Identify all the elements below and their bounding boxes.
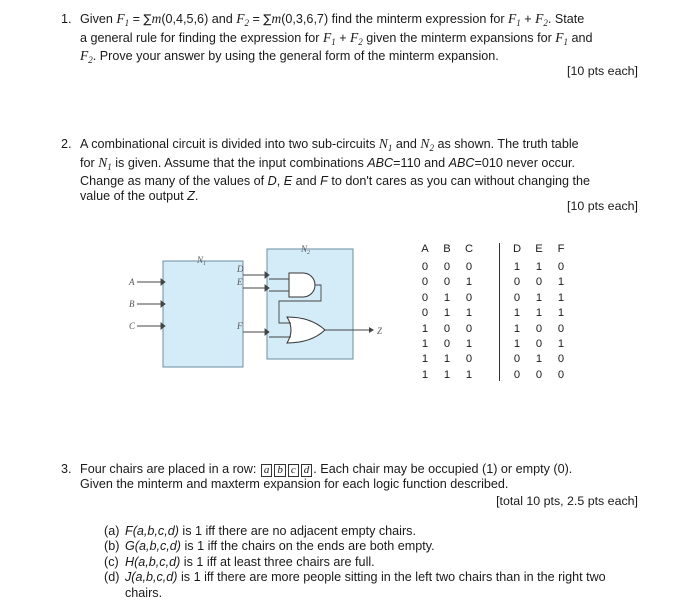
truth-table-cell: 0 <box>443 276 451 289</box>
truth-table-cell: 1 <box>535 307 543 320</box>
n1-label: $N_1$ <box>197 255 207 267</box>
input-a-label: A <box>129 277 135 287</box>
output-z-label: Z <box>377 326 383 336</box>
truth-table-cell: 1 <box>465 338 473 350</box>
question-3-number: 3. <box>61 462 72 476</box>
item-a: (a) F(a,b,c,d) is 1 iff there are no adjacent empty chairs. <box>104 524 416 538</box>
truth-table-cell: 0 <box>535 368 543 381</box>
truth-table-cell: 0 <box>421 307 429 320</box>
chair-b: b <box>274 464 286 477</box>
truth-table-cell: 1 <box>443 353 451 366</box>
truth-table-cell: 1 <box>421 368 429 381</box>
truth-table-cell: 1 <box>557 276 565 289</box>
chair-d: d <box>301 464 313 477</box>
truth-table-cell: 1 <box>535 261 543 273</box>
n1-box <box>163 261 243 367</box>
question-2-line-3: Change as many of the values of D, E and F to don't cares as you can without changing the <box>80 174 591 188</box>
question-2-line-4: value of the output Z. <box>80 188 199 203</box>
truth-table-cell: 0 <box>513 353 521 366</box>
input-b-label: B <box>129 299 135 309</box>
truth-table-cell: 1 <box>513 261 521 273</box>
truth-table-cell: 0 <box>513 291 521 304</box>
truth-table-cell: 1 <box>443 291 451 304</box>
truth-table-header-d: D <box>512 243 522 255</box>
question-3-line-2: Given the minterm and maxterm expansion for each logic function described. <box>80 477 509 491</box>
truth-table-cell: 1 <box>535 353 543 366</box>
item-c: (c) H(a,b,c,d) is 1 iff at least three chairs are full. <box>104 554 375 569</box>
input-c-label: C <box>129 321 136 331</box>
question-3 <box>61 462 640 492</box>
item-d: (d) J(a,b,c,d) is 1 iff there are more people sitting in the left two chairs than in the right two chairs. <box>104 570 606 600</box>
n2-label: $N_2$ <box>301 244 311 256</box>
truth-table-cell: 0 <box>465 261 473 273</box>
wire-d-label: D <box>237 264 244 274</box>
truth-table-cell: 1 <box>421 353 429 366</box>
truth-table-cell: 0 <box>557 368 565 381</box>
truth-table-cell: 0 <box>421 291 429 304</box>
truth-table-cell: 0 <box>443 261 451 273</box>
truth-table-cell: 0 <box>465 322 473 335</box>
question-2-number: 2. <box>61 137 72 151</box>
truth-table-header-f: F <box>557 243 565 255</box>
item-b: (b) G(a,b,c,d) is 1 iff the chairs on the ends are both empty. <box>104 539 435 554</box>
truth-table-header-e: E <box>535 243 543 255</box>
question-2 <box>61 136 640 203</box>
chair-c: c <box>288 464 299 477</box>
truth-table-header-a: A <box>421 243 429 255</box>
truth-table-cell: 0 <box>421 276 429 289</box>
truth-table-cell: 1 <box>421 338 429 350</box>
truth-table-cell: 1 <box>465 307 473 320</box>
truth-table-cell: 0 <box>513 276 521 289</box>
truth-table-cell: 0 <box>557 322 565 335</box>
wire-arrows <box>243 272 269 335</box>
question-2-line-1: A combinational circuit is divided into two sub-circuits $N_1$ and $N_2$ as shown. The truth table <box>80 136 579 153</box>
truth-table-cell: 0 <box>513 368 521 381</box>
n2-box <box>267 249 353 359</box>
input-arrows <box>137 279 165 329</box>
truth-table-cell: 1 <box>557 307 565 320</box>
question-1-number: 1. <box>61 12 72 26</box>
truth-table-cell: 1 <box>513 307 521 320</box>
question-3-items <box>104 524 624 601</box>
question-1 <box>61 11 640 68</box>
truth-table-cell: 0 <box>535 322 543 335</box>
question-3-line-1: Four chairs are placed in a row: a b c d . Each chair may be occupied (1) or empty (0). <box>80 462 573 476</box>
chair-a: a <box>261 464 273 477</box>
output-arrow <box>369 327 374 333</box>
question-1-line-1: Given $F_1 = \sum m(0,4,5,6)$ and $F_2 = \sum m(0,3,6,7)$ find the minterm expression for $F_1 + F_2$. State <box>80 11 585 28</box>
truth-table <box>418 243 578 383</box>
question-2-points: [10 pts each] <box>567 199 638 213</box>
truth-table-cell: 0 <box>535 276 543 289</box>
truth-table-cell: 0 <box>465 291 473 304</box>
question-2-line-2: for $N_1$ is given. Assume that the input combinations ABC=110 and ABC=010 never occur. <box>80 154 575 172</box>
question-1-line-3: $F_2$. Prove your answer by using the general form of the minterm expansion. <box>80 48 499 65</box>
circuit-diagram <box>125 237 385 387</box>
truth-table-cell: 1 <box>465 368 473 381</box>
truth-table-cell: 1 <box>465 276 473 289</box>
wire-f-label: F <box>237 321 243 331</box>
truth-table-cell: 0 <box>443 338 451 350</box>
question-1-points: [10 pts each] <box>567 64 638 78</box>
truth-table-cell: 1 <box>421 322 429 335</box>
truth-table-cell: 0 <box>443 322 451 335</box>
truth-table-cell: 0 <box>421 261 429 273</box>
truth-table-cell: 1 <box>557 338 565 350</box>
truth-table-header-b: B <box>443 243 451 255</box>
truth-table-cell: 0 <box>535 338 543 350</box>
wire-e-label: E <box>237 277 243 287</box>
and-gate <box>289 273 315 297</box>
truth-table-cell: 1 <box>443 368 451 381</box>
truth-table-cell: 1 <box>535 291 543 304</box>
truth-table-cell: 1 <box>443 307 451 320</box>
truth-table-cell: 1 <box>557 291 565 304</box>
truth-table-cell: 1 <box>513 338 521 350</box>
truth-table-cell: 0 <box>557 353 565 366</box>
truth-table-cell: 0 <box>465 353 473 366</box>
question-1-line-2: a general rule for finding the expression for $F_1 + F_2$ given the minterm expansions for $F_1$ and <box>80 29 593 47</box>
question-3-points: [total 10 pts, 2.5 pts each] <box>496 494 638 508</box>
truth-table-divider <box>499 243 500 381</box>
truth-table-cell: 0 <box>557 261 565 273</box>
truth-table-header-c: C <box>464 243 474 255</box>
truth-table-cell: 1 <box>513 322 521 335</box>
